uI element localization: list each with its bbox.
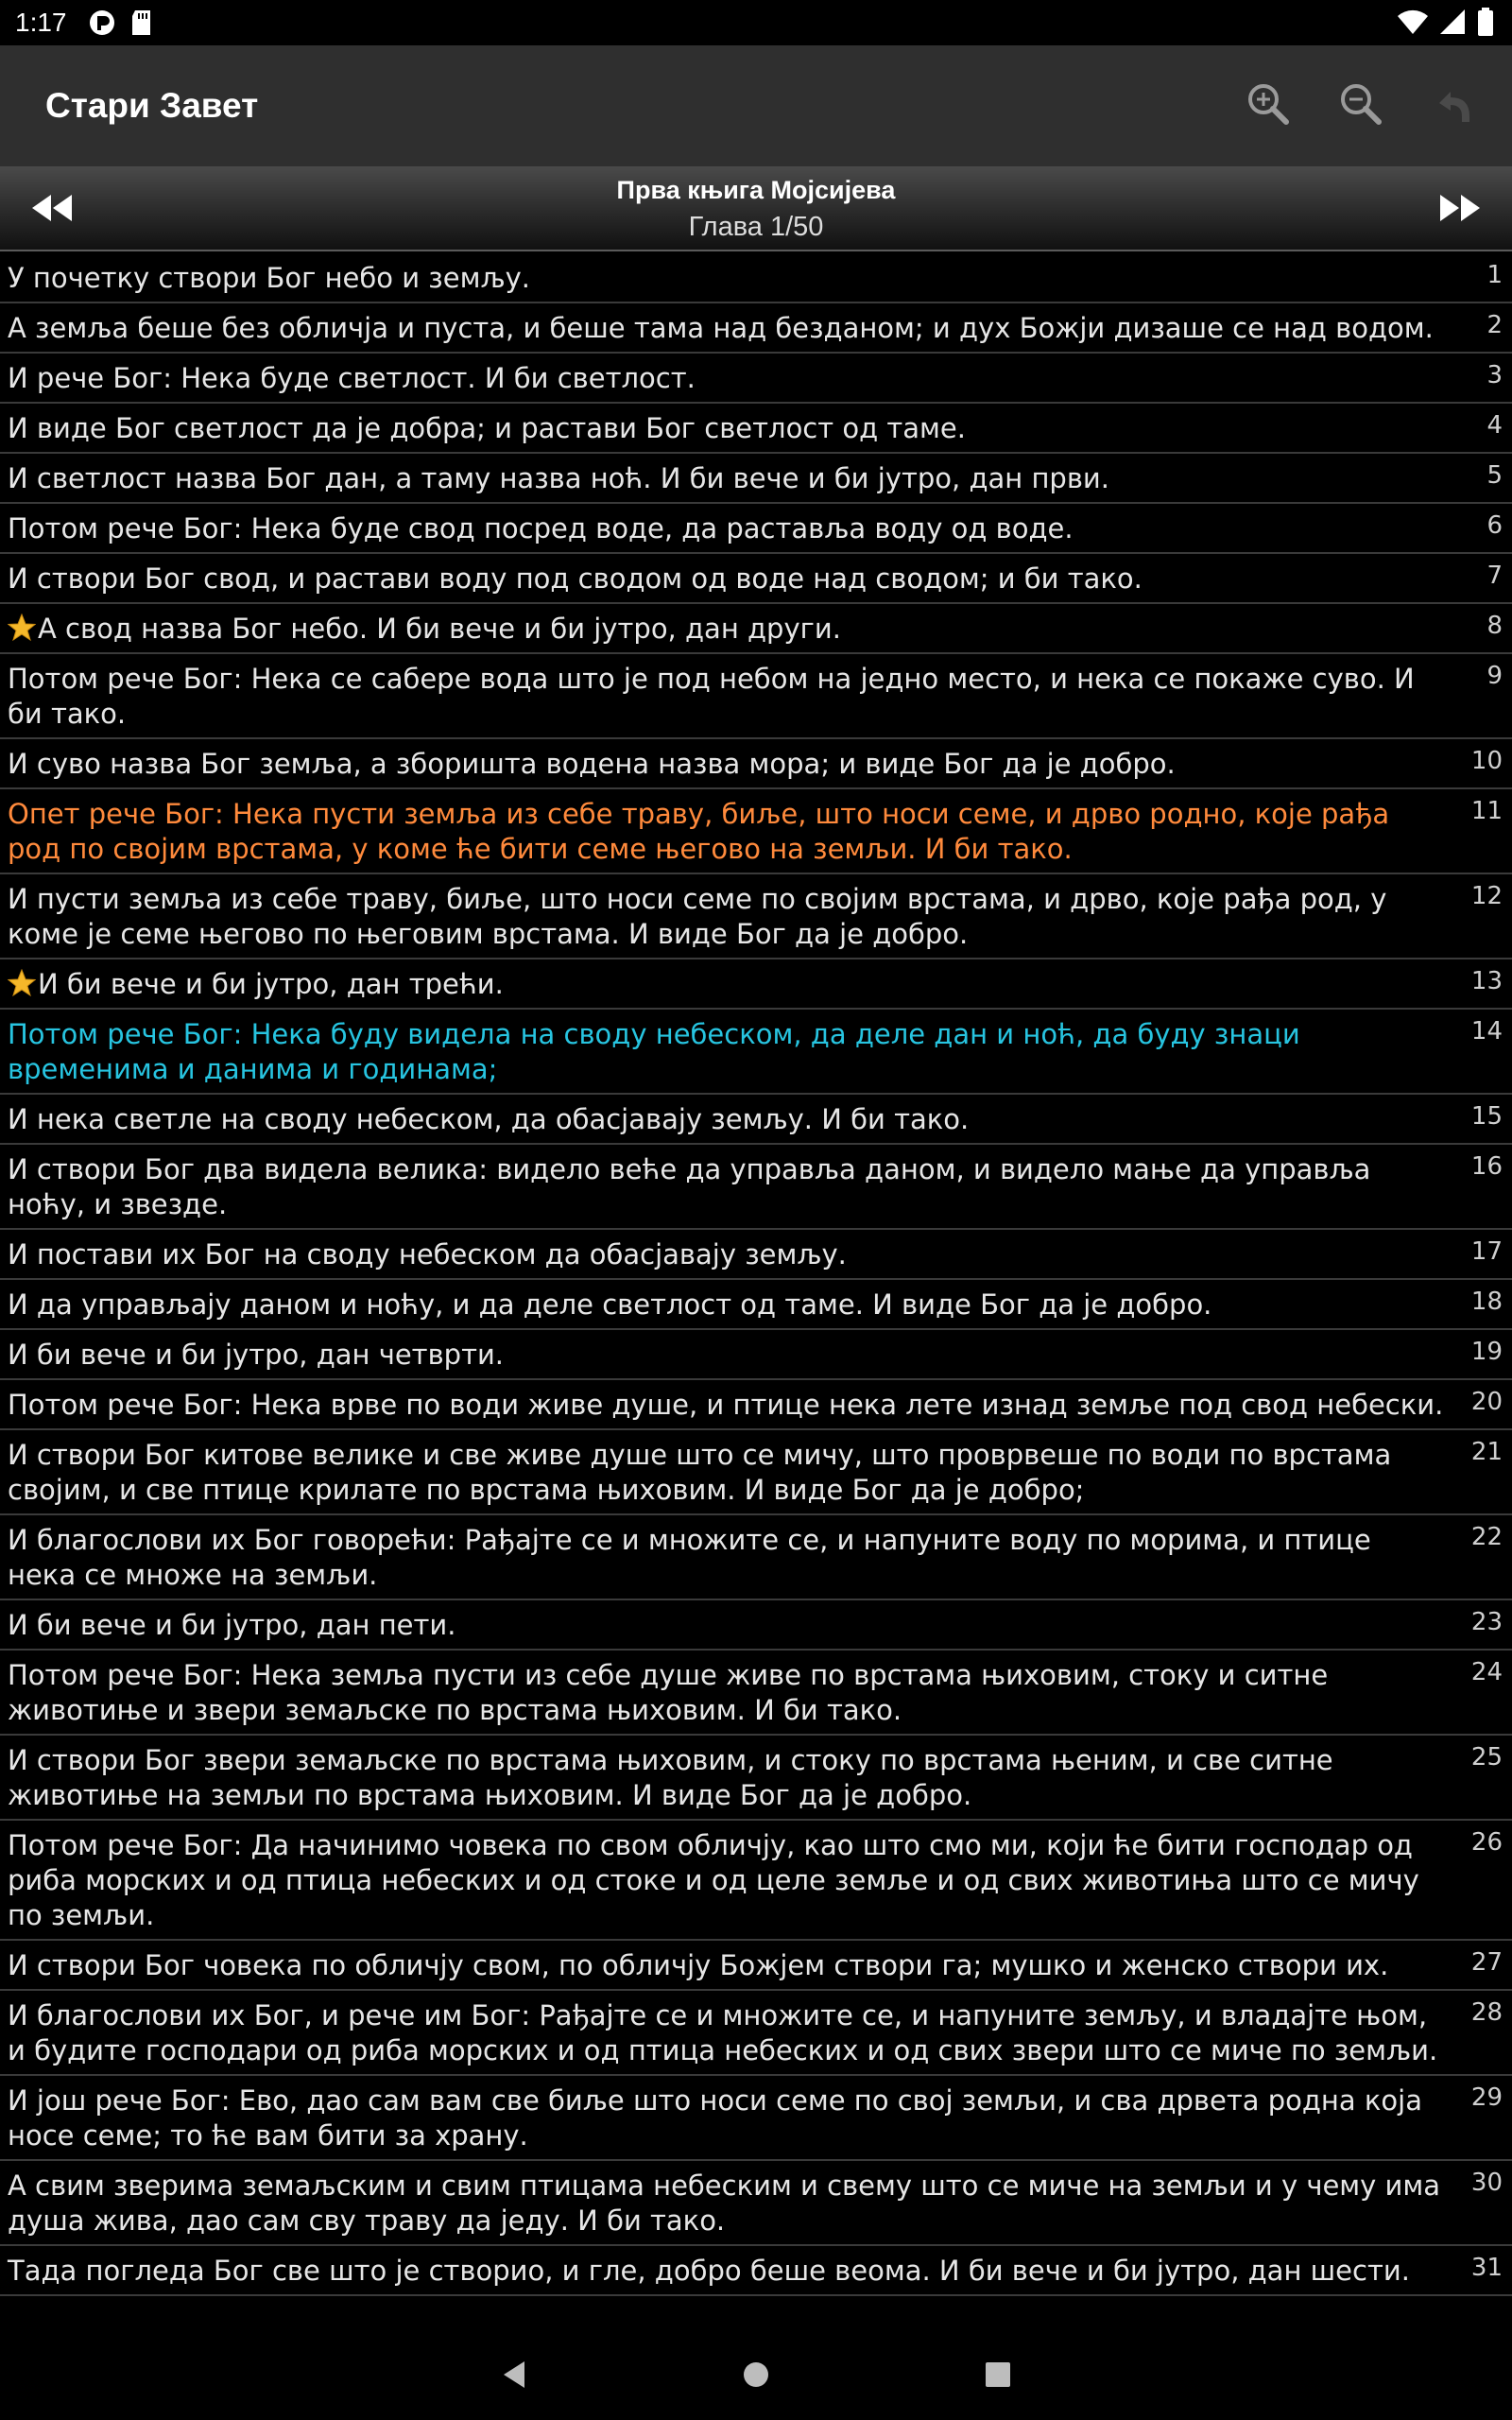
system-nav-bar [0, 2329, 1512, 2420]
verse-text: И суво назва Бог земља, а зборишта водена назва мора; и виде Бог да је добро. [8, 748, 1176, 780]
verse-row[interactable] [0, 253, 1512, 303]
verse-text: И би вече и би јутро, дан четврти. [8, 1339, 505, 1371]
verse-text: И створи Бог човека по обличју свом, по обличју Божјем створи га; мушко и женско створи их. [8, 1949, 1389, 1981]
verse-number: 16 [1470, 1152, 1503, 1181]
battery-icon [1476, 6, 1495, 38]
verse-number: 24 [1470, 1658, 1503, 1686]
wifi-icon [1397, 6, 1429, 38]
verse-number: 25 [1470, 1743, 1503, 1772]
verse-text: Потом рече Бог: Нека се сабере вода што је под небом на једно место, и нека се покаже суво. И би тако. [8, 663, 1415, 730]
fast-forward-icon [1436, 191, 1484, 225]
nav-recents-button[interactable] [975, 2352, 1021, 2397]
nav-home-icon [740, 2359, 772, 2391]
verse-row[interactable] [0, 739, 1512, 789]
verse-number: 14 [1470, 1017, 1503, 1046]
verse-row[interactable] [0, 1430, 1512, 1515]
verse-row[interactable] [0, 1941, 1512, 1991]
verse-text: А свод назва Бог небо. И би вече и би јутро, дан други. [38, 613, 841, 645]
verse-text: Потом рече Бог: Нека врве по води живе душе, и птице нека лете изнад земље под свод небески. [8, 1389, 1444, 1421]
verse-number: 1 [1486, 261, 1503, 289]
nav-home-button[interactable] [733, 2352, 779, 2397]
verse-text: И створи Бог два видела велика: видело веће да управља даном, и видело мање да управља ноћу, и звезде. [8, 1153, 1371, 1220]
back-icon [1430, 80, 1477, 128]
verse-number: 4 [1486, 411, 1503, 440]
chapter-indicator: Глава 1/50 [688, 212, 824, 242]
verse-row[interactable] [0, 1736, 1512, 1821]
verse-text: И рече Бог: Нека буде светлост. И би светлост. [8, 362, 696, 394]
verse-text: Потом рече Бог: Да начинимо човека по свом обличју, као што смо ми, који ће бити господар од риба морских и од птица небеских и од стоке и од целе земље и од свих животиња што се мичу по земљи. [8, 1829, 1419, 1931]
app-notification-icon [88, 9, 116, 37]
verse-row[interactable] [0, 2076, 1512, 2161]
verse-row[interactable] [0, 1230, 1512, 1280]
status-time: 1:17 [15, 8, 67, 37]
verse-text: И нека светле на своду небеском, да обасјавају земљу. И би тако. [8, 1103, 970, 1135]
verse-number: 22 [1470, 1523, 1503, 1551]
verse-row[interactable] [0, 1821, 1512, 1941]
verse-text: У почетку створи Бог небо и земљу. [8, 262, 530, 294]
verse-number: 21 [1470, 1438, 1503, 1466]
verse-number: 23 [1470, 1608, 1503, 1636]
verse-row[interactable] [0, 654, 1512, 739]
verse-number: 5 [1486, 461, 1503, 490]
app-title: Стари Завет [45, 86, 259, 125]
verse-number: 11 [1470, 797, 1503, 825]
verse-row[interactable] [0, 2161, 1512, 2246]
chapter-navigation [0, 166, 1512, 251]
verse-text: И светлост назва Бог дан, а таму назва ноћ. И би вече и би јутро, дан први. [8, 462, 1109, 494]
back-button[interactable] [1429, 79, 1478, 129]
zoom-out-icon [1337, 80, 1384, 128]
verse-number: 28 [1470, 1998, 1503, 2027]
verse-text: А земља беше без обличја и пуста, и беше тама над безданом; и дух Божји дизаше се над водом. [8, 312, 1434, 344]
verse-row[interactable] [0, 1095, 1512, 1145]
verse-text: И да управљају даном и ноћу, и да деле светлост од таме. И виде Бог да је добро. [8, 1288, 1212, 1321]
verse-number: 17 [1470, 1237, 1503, 1266]
verse-text: И створи Бог звери земаљске по врстама њиховим, и стоку по врстама њеним, и све ситне животиње на земљи по врстама њиховим. И виде Бог да је добро. [8, 1744, 1333, 1811]
verse-row[interactable] [0, 404, 1512, 454]
app-bar [0, 45, 1512, 166]
verse-row[interactable] [0, 789, 1512, 874]
verse-row[interactable] [0, 303, 1512, 354]
nav-recents-icon [982, 2359, 1014, 2391]
verse-number: 10 [1470, 747, 1503, 775]
verse-row[interactable] [0, 1991, 1512, 2076]
verse-row[interactable] [0, 1145, 1512, 1230]
book-title: Прва књига Мојсијева [616, 176, 896, 204]
verse-row[interactable] [0, 1010, 1512, 1095]
verse-row[interactable] [0, 604, 1512, 654]
verse-row[interactable] [0, 554, 1512, 604]
verse-list [0, 253, 1512, 2296]
verse-text: И благослови их Бог говорећи: Рађајте се и множите се, и напуните воду по морима, и птице нека се множе на земљи. [8, 1524, 1371, 1591]
verse-number: 8 [1486, 612, 1503, 640]
verse-row[interactable] [0, 1280, 1512, 1330]
verse-text: И пусти земља из себе траву, биље, што носи семе по својим врстама, и дрво, које рађа род, у коме је семе његово по његовим врстама. И виде Бог да је добро. [8, 883, 1387, 950]
star-icon [8, 969, 36, 997]
sd-card-icon [129, 9, 154, 37]
nav-back-button[interactable] [491, 2352, 537, 2397]
verse-number: 31 [1470, 2254, 1503, 2282]
verse-number: 7 [1486, 562, 1503, 590]
verse-number: 3 [1486, 361, 1503, 389]
verse-row[interactable] [0, 1515, 1512, 1600]
verse-text: И створи Бог китове велике и све живе душе што се мичу, што проврвеше по води по врстама својим, и све птице крилате по врстама њиховим. И виде Бог да је добро; [8, 1439, 1392, 1506]
verse-text: А свим зверима земаљским и свим птицама небеским и свему што се миче на земљи и у чему има душа жива, дао сам сву траву да једу. И би тако. [8, 2169, 1441, 2237]
verse-number: 26 [1470, 1828, 1503, 1857]
verse-text: И створи Бог свод, и растави воду под сводом од воде над сводом; и би тако. [8, 562, 1143, 595]
verse-text: Тада погледа Бог све што је створио, и гле, добро беше веома. И би вече и би јутро, дан шести. [8, 2255, 1410, 2287]
verse-number: 29 [1470, 2083, 1503, 2112]
verse-row[interactable] [0, 874, 1512, 959]
verse-row[interactable] [0, 454, 1512, 504]
verse-row[interactable] [0, 354, 1512, 404]
verse-text: И би вече и би јутро, дан трећи. [38, 968, 504, 1000]
verse-text: И виде Бог светлост да је добра; и растави Бог светлост од таме. [8, 412, 966, 444]
verse-row[interactable] [0, 959, 1512, 1010]
nav-back-icon [498, 2359, 530, 2391]
verse-row[interactable] [0, 1330, 1512, 1380]
verse-row[interactable] [0, 1380, 1512, 1430]
verse-number: 12 [1470, 882, 1503, 910]
toolbar-actions [1244, 79, 1478, 129]
verse-number: 15 [1470, 1102, 1503, 1131]
status-bar [0, 0, 1512, 45]
zoom-in-button[interactable] [1244, 79, 1293, 129]
zoom-out-button[interactable] [1336, 79, 1385, 129]
verse-text: Потом рече Бог: Нека буде свод посред воде, да раставља воду од воде. [8, 512, 1074, 544]
verse-number: 18 [1470, 1288, 1503, 1316]
verse-text: И још рече Бог: Ево, дао сам вам све биље што носи семе по свој земљи, и сва дрвета родна која носе семе; то ће вам бити за храну. [8, 2084, 1422, 2152]
verse-number: 30 [1470, 2169, 1503, 2197]
zoom-in-icon [1245, 80, 1292, 128]
verse-number: 2 [1486, 311, 1503, 339]
verse-text: Потом рече Бог: Нека буду видела на своду небеском, да деле дан и ноћ, да буду знаци временима и данима и годинама; [8, 1018, 1300, 1085]
verse-text: И би вече и би јутро, дан пети. [8, 1609, 456, 1641]
verse-text: И постави их Бог на своду небеском да обасјавају земљу. [8, 1238, 847, 1270]
star-icon [8, 614, 36, 642]
signal-icon [1438, 6, 1467, 38]
verse-number: 27 [1470, 1948, 1503, 1977]
verse-number: 6 [1486, 511, 1503, 540]
verse-number: 19 [1470, 1338, 1503, 1366]
verse-text: Потом рече Бог: Нека земља пусти из себе душе живе по врстама њиховим, стоку и ситне животиње и звери земаљске по врстама њиховим. И би тако. [8, 1659, 1329, 1726]
verse-row[interactable] [0, 2246, 1512, 2296]
next-chapter-button[interactable] [1436, 191, 1484, 229]
verse-number: 13 [1470, 967, 1503, 995]
verse-text: Опет рече Бог: Нека пусти земља из себе траву, биље, што носи семе, и дрво родно, које рађа род по својим врстама, у коме ће бити семе његово на земљи. И би тако. [8, 798, 1390, 865]
verse-text: И благослови их Бог, и рече им Бог: Рађајте се и множите се, и напуните земљу, и владајте њом, и будите господари од риба морских и од птица небеских и од свих звери што се миче по земљи. [8, 1999, 1438, 2066]
verse-row[interactable] [0, 504, 1512, 554]
verse-row[interactable] [0, 1651, 1512, 1736]
verse-row[interactable] [0, 1600, 1512, 1651]
verse-number: 9 [1486, 662, 1503, 690]
verse-number: 20 [1470, 1388, 1503, 1416]
